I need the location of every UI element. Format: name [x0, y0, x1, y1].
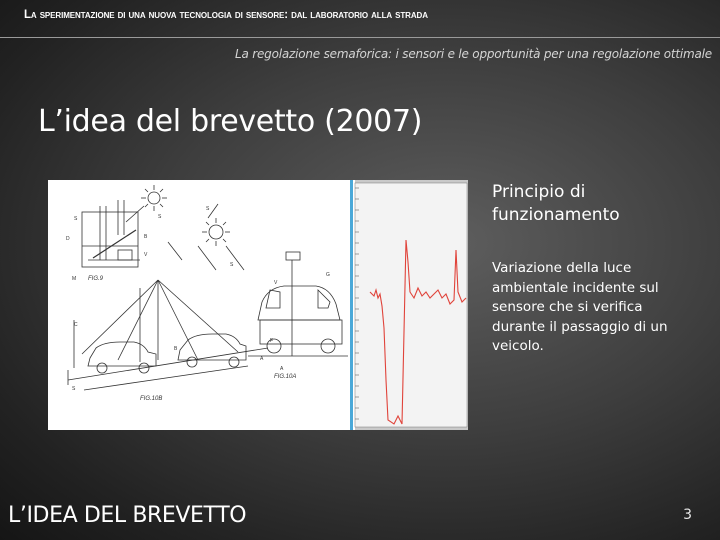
figure-letter: M — [72, 276, 77, 282]
figure-letter: D — [66, 236, 70, 242]
figure-letter: F — [270, 338, 274, 344]
principle-description: Variazione della luce ambientale incidente sul sensore che si verifica durante il passaggio di un veicolo. — [492, 260, 668, 354]
figure-letter: A — [260, 356, 264, 362]
figure-letter: G — [326, 272, 330, 278]
figure-letter: S — [72, 386, 76, 392]
figure-letter: S — [206, 206, 210, 212]
figure-letter: S — [230, 262, 234, 268]
principle-heading: Principio di funzionamento — [492, 182, 620, 225]
figure-letter: B — [174, 346, 178, 352]
figure-letter: S — [74, 216, 78, 222]
light-signal-plot — [350, 180, 468, 430]
slide-title: L’idea del brevetto (2007) — [38, 104, 423, 139]
page-number: 3 — [683, 507, 692, 523]
figure-letter: C — [74, 322, 78, 328]
section-footer: L’IDEA DEL BREVETTO — [8, 503, 247, 528]
figure-letter: A — [280, 366, 284, 372]
figure-letter: S — [158, 214, 162, 220]
patent-figure — [48, 180, 468, 430]
header-subtitle: La regolazione semaforica: i sensori e le opportunità per una regolazione ottimale — [235, 47, 712, 61]
header-title: La sperimentazione di una nuova tecnologia di sensore: dal laboratorio alla strada — [24, 9, 428, 21]
fig10b-label: FIG.10B — [140, 396, 163, 402]
figure-letter: V — [144, 252, 148, 258]
figure-letter: V — [274, 280, 278, 286]
patent-drawing — [48, 180, 350, 430]
header-divider — [0, 37, 720, 38]
figure-letter: B — [144, 234, 148, 240]
fig9-label: FIG.9 — [88, 276, 104, 282]
fig10a-label: FIG.10A — [274, 374, 297, 380]
